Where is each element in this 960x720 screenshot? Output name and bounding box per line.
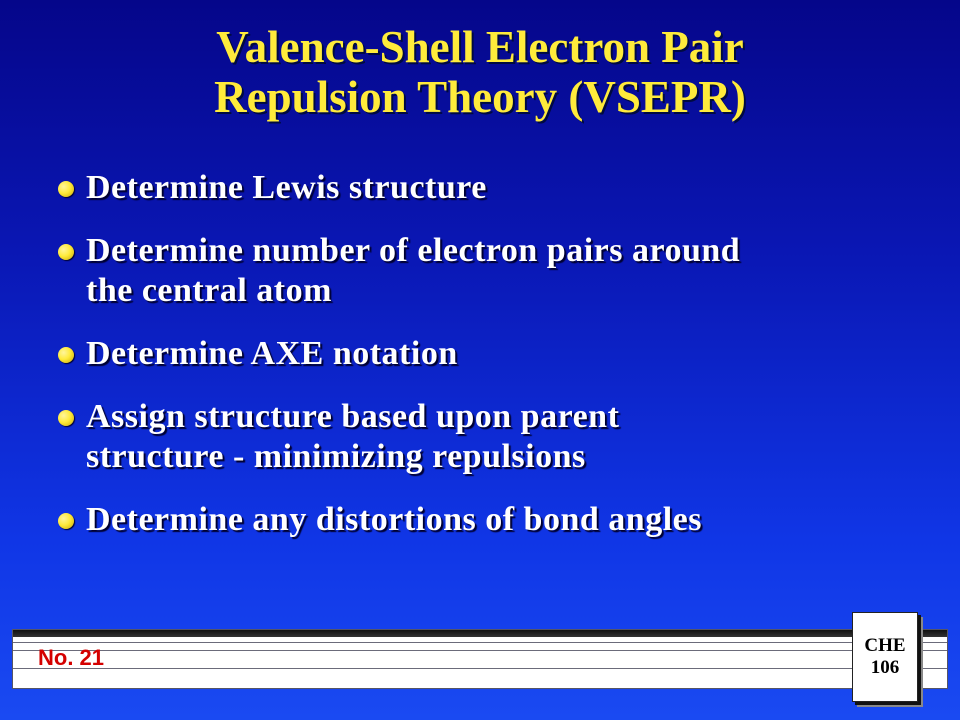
footer-shadow [13, 630, 947, 637]
bullet-dot-icon [58, 513, 74, 529]
bullet-dot-icon [58, 244, 74, 260]
bullet-dot-icon [58, 410, 74, 426]
bullet-item [58, 231, 948, 311]
bullet-list [58, 168, 948, 540]
bullet-dot-icon [58, 347, 74, 363]
title-line-1: Valence-Shell Electron Pair [216, 22, 744, 72]
bullet-text-line-1: Determine AXE notation [86, 335, 458, 372]
bullet-dot-icon [58, 181, 74, 197]
bullet-text-line-1: Determine any distortions of bond angles [86, 501, 702, 538]
bullet-text-line-1: Assign structure based upon parent [86, 398, 620, 435]
footer-rule [13, 650, 947, 651]
footer-rule [13, 668, 947, 669]
course-badge [852, 612, 918, 702]
bullet-text-line-1: Determine number of electron pairs around [86, 232, 741, 269]
bullet-text-line-2: structure - minimizing repulsions [86, 438, 586, 475]
footer-rule [13, 642, 947, 643]
slide-title [60, 22, 900, 122]
bullet-item [58, 500, 948, 540]
bullet-item [58, 168, 948, 208]
footer-bar [12, 629, 948, 689]
bullet-text-line-1: Determine Lewis structure [86, 169, 487, 206]
bullet-item [58, 397, 948, 477]
title-line-2: Repulsion Theory (VSEPR) [214, 72, 746, 122]
bullet-text-line-2: the central atom [86, 272, 332, 309]
page-number: No. 21 [38, 645, 105, 670]
bullet-item [58, 334, 948, 374]
course-code: CHE [864, 635, 906, 656]
course-number: 106 [870, 657, 900, 678]
